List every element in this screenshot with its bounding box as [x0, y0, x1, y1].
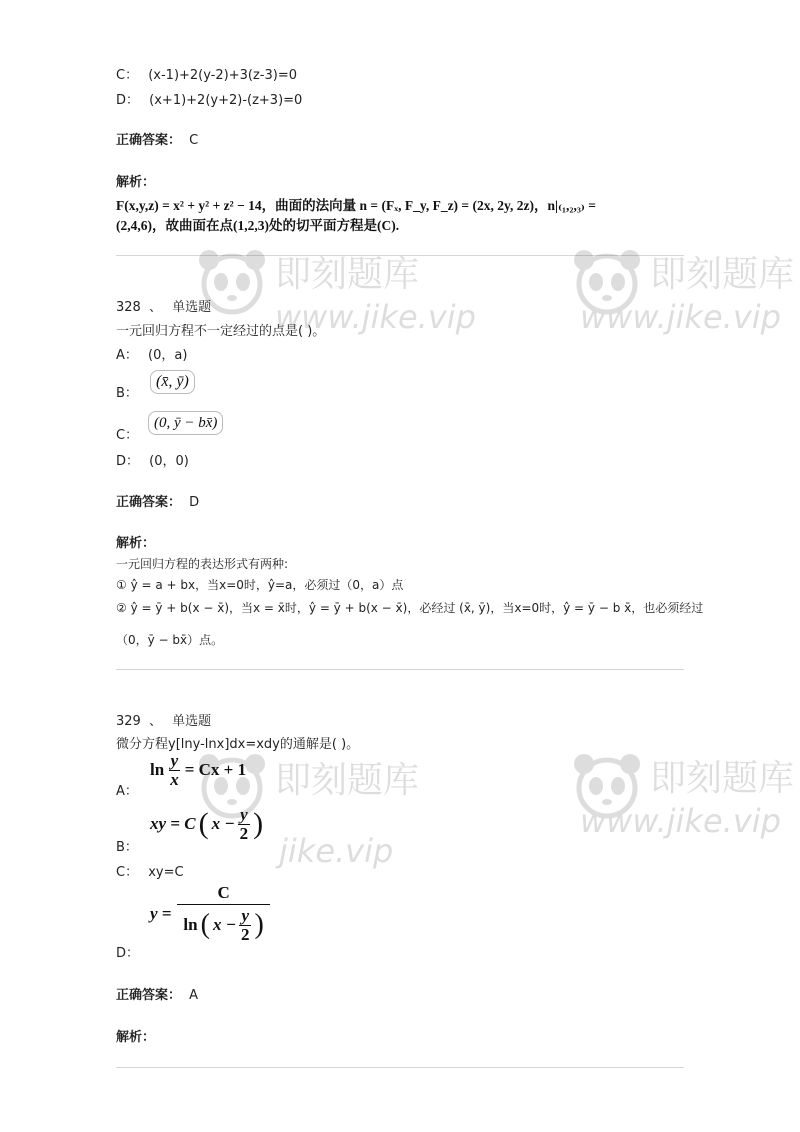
q329-option-d-formula	[150, 884, 270, 944]
watermark-left-1	[195, 238, 476, 378]
watermark-url: www.jike.vip	[580, 802, 781, 840]
lhs: y =	[150, 903, 172, 923]
ln-fn: ln	[183, 915, 198, 935]
q328-option-d	[116, 450, 189, 469]
prev-analysis-line-2: (2,4,6)，故曲面在点(1,2,3)处的切平面方程是(C).	[116, 218, 400, 233]
q328-analysis-line-4: （0，ȳ − bx̄）点。	[116, 633, 224, 647]
fraction-denominator	[181, 905, 265, 944]
question-sep: 、	[148, 300, 162, 315]
fraction-numerator: C	[177, 884, 269, 905]
prev-answer	[116, 129, 198, 148]
q328-analysis-label: 解析：	[116, 536, 156, 551]
option-text: (x-1)+2(y-2)+3(z-3)=0	[148, 68, 298, 83]
q329-answer	[116, 984, 198, 1003]
divider	[116, 669, 684, 670]
option-label: B：	[116, 840, 138, 855]
option-label: D：	[116, 93, 140, 108]
answer-value: A	[189, 988, 199, 1003]
fraction-numerator: y	[170, 751, 179, 770]
prev-option-c	[116, 64, 297, 83]
watermark-cn: 即刻题库	[650, 254, 795, 295]
q329-option-b	[116, 836, 138, 855]
ln-fn: ln	[150, 760, 165, 780]
fraction	[168, 752, 181, 789]
answer-label: 正确答案：	[116, 495, 182, 510]
answer-label: 正确答案：	[116, 988, 182, 1003]
option-label: C：	[116, 428, 139, 443]
watermark-url: www.jike.vip	[275, 298, 476, 336]
q329-option-b-formula	[150, 806, 263, 843]
q328-option-b-formula: (x̄, ȳ)	[150, 370, 195, 394]
option-label: A：	[116, 784, 138, 799]
option-text: (x+1)+2(y+2)-(z+3)=0	[149, 93, 303, 108]
lhs: xy = C	[150, 814, 196, 834]
q329-option-d	[116, 942, 139, 961]
watermark-cn: 即刻题库	[275, 760, 420, 801]
option-label: D：	[116, 454, 140, 469]
fraction-numerator: y	[240, 805, 248, 824]
option-text: xy=C	[148, 865, 184, 880]
prev-option-d	[116, 89, 302, 108]
watermark-right-1	[570, 238, 795, 378]
inner-denominator: 2	[241, 924, 250, 944]
option-label: A：	[116, 348, 138, 363]
divider	[116, 255, 684, 256]
inner: x −	[212, 915, 236, 935]
watermark-right-2	[570, 742, 795, 882]
fraction-denominator: x	[170, 769, 179, 789]
q329-option-a	[116, 780, 138, 799]
prev-analysis-line-1: F(x,y,z) = x² + y² + z² − 14，曲面的法向量 n = (Fₓ, F_y, F_z) = (2x, 2y, 2z)，n|₍₁,₂,₃₎ =	[116, 198, 596, 213]
option-label: B：	[116, 386, 138, 401]
q329-header	[116, 710, 211, 729]
answer-value: C	[189, 133, 199, 148]
paren-close: )	[254, 909, 264, 941]
q328-analysis-line-3: ② ŷ = ȳ + b(x − x̄)，当x = x̄时，ŷ = ȳ + b(x − x̄)，必经过 (x̄, ȳ)，当x=0时，ŷ = ȳ − b x̄，也必须经过	[116, 601, 704, 615]
fraction	[177, 884, 269, 944]
q328-option-c	[116, 424, 138, 443]
watermark-url: www.jike.vip	[580, 298, 781, 336]
q329-option-c	[116, 861, 184, 880]
q328-header	[116, 296, 211, 315]
q328-analysis-line-1: 一元回归方程的表达形式有两种:	[116, 557, 289, 571]
paren-open: (	[198, 807, 209, 841]
answer-label: 正确答案：	[116, 133, 182, 148]
question-number: 328	[116, 300, 141, 315]
q328-option-c-formula: (0, ȳ − bx̄)	[148, 411, 223, 435]
answer-value: D	[189, 495, 200, 510]
inner-fraction	[239, 907, 252, 944]
q328-analysis-line-2: ① ŷ = a + bx，当x=0时，ŷ=a，必须过（0，a）点	[116, 578, 404, 592]
option-label: C：	[116, 68, 139, 83]
question-number: 329	[116, 714, 141, 729]
rhs: = Cx + 1	[184, 760, 247, 780]
watermark-cn: 即刻题库	[275, 254, 420, 295]
question-type: 单选题	[172, 714, 212, 729]
question-type: 单选题	[172, 300, 212, 315]
q328-option-b	[116, 382, 138, 401]
paren-open: (	[200, 909, 210, 941]
option-text: (0，a)	[148, 348, 188, 363]
q328-option-a	[116, 344, 187, 363]
q328-answer	[116, 491, 199, 510]
option-label: C：	[116, 865, 139, 880]
paren-close: )	[253, 807, 264, 841]
question-sep: 、	[148, 714, 162, 729]
q329-analysis-label: 解析：	[116, 1030, 156, 1045]
inner: x −	[211, 814, 235, 834]
fraction	[238, 806, 251, 843]
fraction-denominator: 2	[239, 823, 249, 843]
prev-analysis-label: 解析：	[116, 175, 156, 190]
divider	[116, 1067, 684, 1068]
panda-icon	[570, 748, 645, 823]
watermark-cn: 即刻题库	[650, 758, 795, 799]
option-text: (0，0)	[149, 454, 189, 469]
option-label: D：	[116, 946, 140, 961]
q329-stem: 微分方程y[lny-lnx]dx=xdy的通解是( )。	[116, 737, 360, 752]
watermark-url: jike.vip	[279, 832, 394, 870]
q328-stem: 一元回归方程不一定经过的点是( )。	[116, 324, 326, 339]
inner-numerator: y	[241, 905, 250, 925]
q329-option-a-formula	[150, 752, 246, 789]
